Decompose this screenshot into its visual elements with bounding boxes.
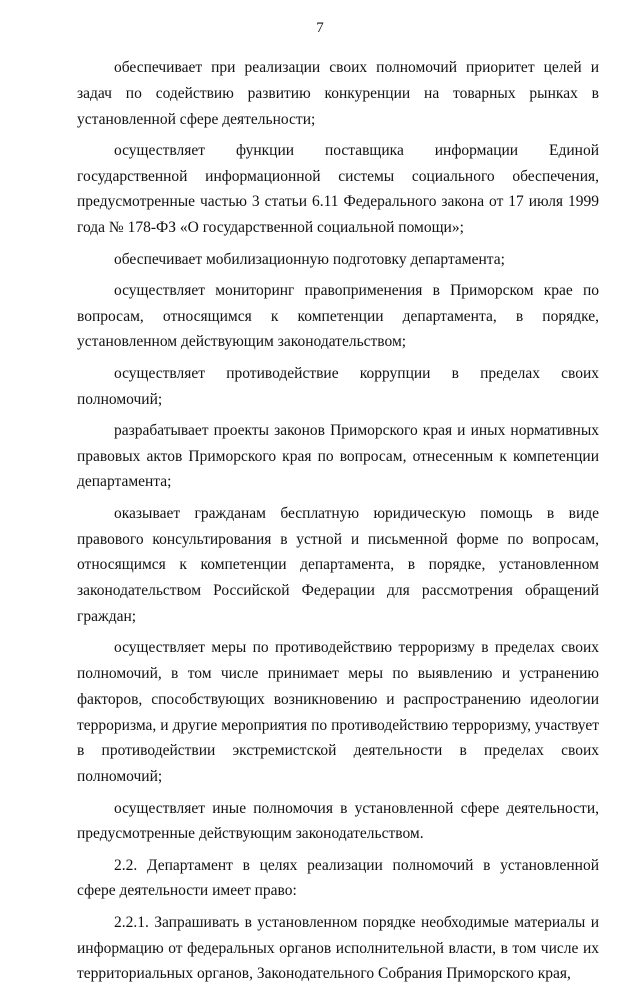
paragraph-competition-priority: обеспечивает при реализации своих полномочий приоритет целей и задач по содействию развитию конкуренции на товарных рынках в установленной сфере деятельности; [77,59,599,128]
paragraph-draft-laws: разрабатывает проекты законов Приморского края и иных нормативных правовых актов Приморского края по вопросам, отнесенным к компетенции департамента; [77,421,599,491]
paragraph-section-2-2: 2.2. Департамент в целях реализации полномочий в установленной сфере деятельности имеет право: [77,856,599,900]
paragraph-legal-aid: оказывает гражданам бесплатную юридическую помощь в виде правового консультирования в устной и письменной форме по вопросам, относящимся к компетенции департамента, в порядке, установленном законодательством Российской Федерации для рассмотрения обращений граждан; [77,504,599,625]
page-number: 7 [316,20,324,36]
document-body [77,55,599,993]
paragraph-other-powers: осуществляет иные полномочия в установленной сфере деятельности, предусмотренные действующим законодательством. [77,799,599,843]
paragraph-mobilization: обеспечивает мобилизационную подготовку департамента; [114,250,505,268]
paragraph-anti-terrorism: осуществляет меры по противодействию терроризму в пределах своих полномочий, в том числе принимает меры по выявлению и устранению факторов, способствующих возникновению и распространению идеологии терроризма, и другие мероприятия по противодействию терроризму, участвует в противодействии экстремистской деятельности в пределах своих полномочий; [77,639,599,786]
paragraph-section-2-2-1: 2.2.1. Запрашивать в установленном порядке необходимые материалы и информацию от федеральных органов исполнительной власти, в том числе их территориальных органов, Законодательного Собрания Приморского края, [77,913,599,983]
paragraph-law-monitoring: осуществляет мониторинг правоприменения в Приморском крае по вопросам, относящимся к компетенции департамента, в порядке, установленном действующим законодательством; [77,281,599,351]
paragraph-information-provider: осуществляет функции поставщика информации Единой государственной информационной системы социального обеспечения, предусмотренные частью 3 статьи 6.11 Федерального закона от 17 июля 1999 года № 178-ФЗ «О государственной социальной помощи»; [77,141,599,237]
paragraph-anti-corruption: осуществляет противодействие коррупции в пределах своих полномочий; [77,364,599,408]
